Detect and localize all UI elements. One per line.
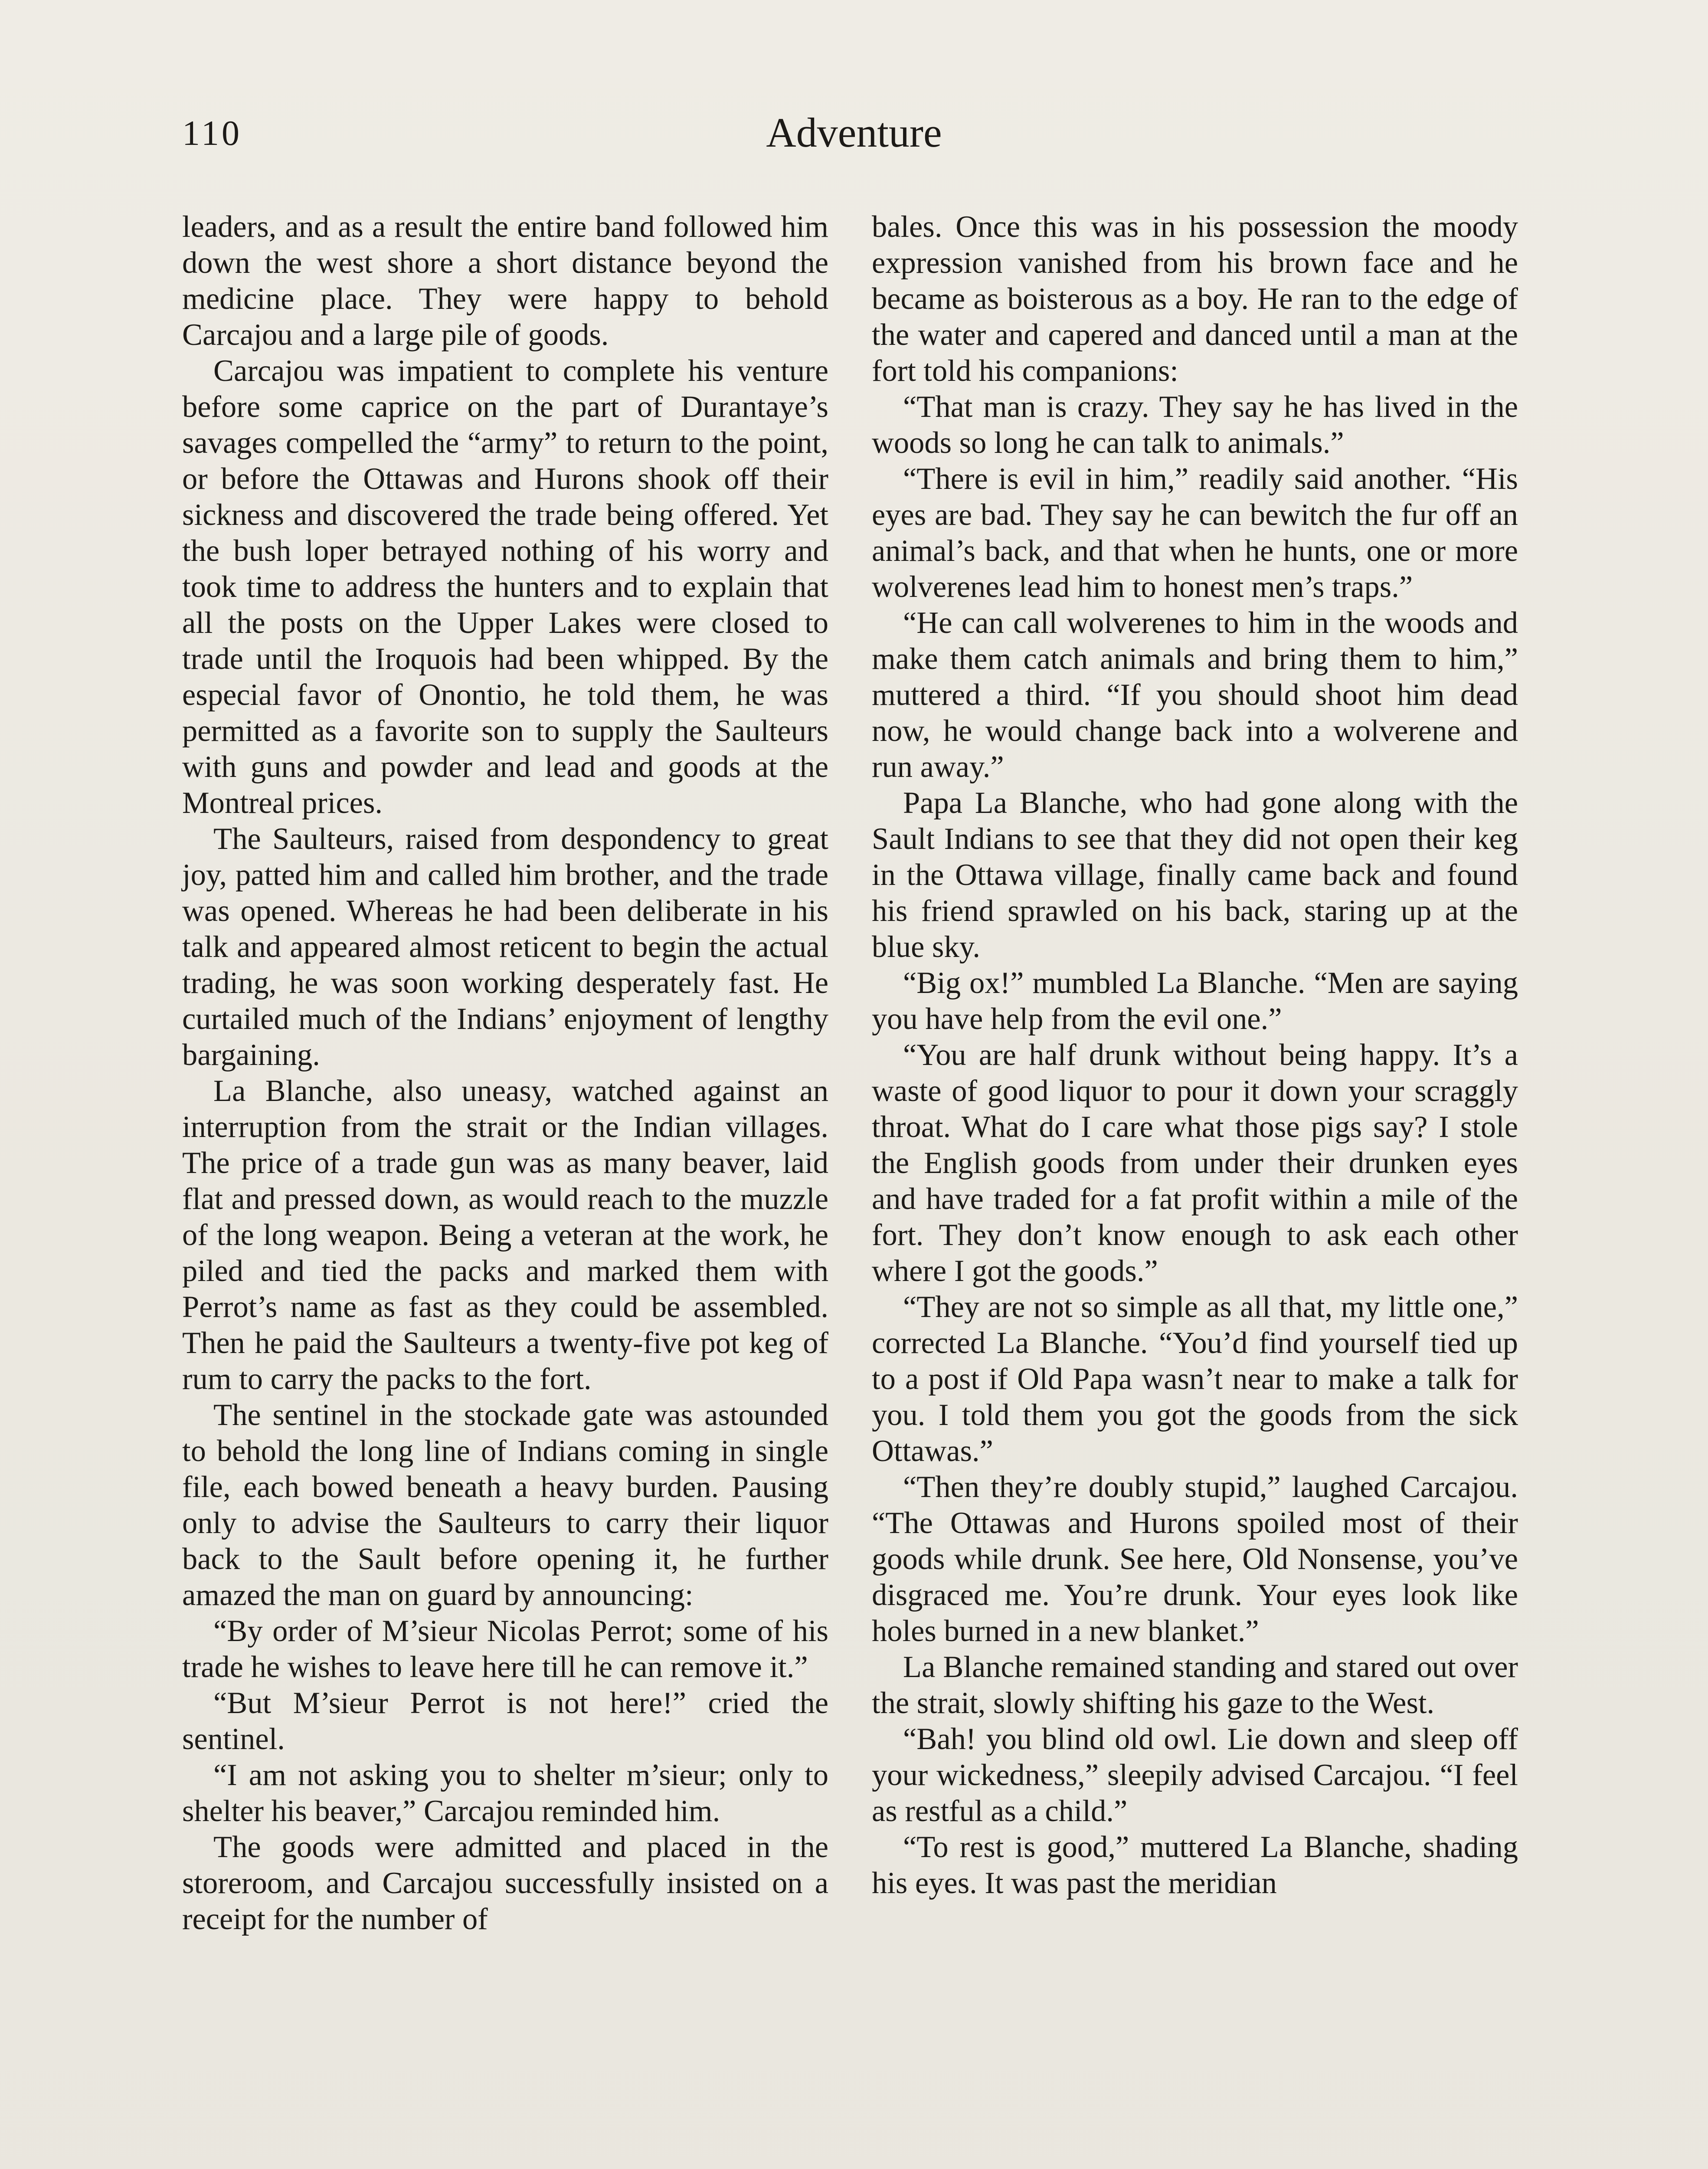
page-number: 110: [182, 113, 242, 153]
paragraph: “By order of M’sieur Nicolas Perrot; some of his trade he wishes to leave here till he can remove it.”: [182, 1614, 828, 1684]
journal-title: Adventure: [766, 109, 942, 156]
paragraph: “To rest is good,” muttered La Blanche, shading his eyes. It was past the meridian: [872, 1830, 1518, 1900]
paragraph: “I am not asking you to shelter m’sieur; only to shelter his beaver,” Carcajou reminded him.: [182, 1758, 828, 1828]
paragraph: “That man is crazy. They say he has lived in the woods so long he can talk to animals.”: [872, 390, 1518, 460]
paragraph: The Saulteurs, raised from despondency to great joy, patted him and called him brother, and the trade was opened. Whereas he had been deliberate in his talk and appeared almost reticent to begin the actual trading, he was soon working desperately fast. He curtailed much of the Indians’ enjoyment of lengthy bargaining.: [182, 822, 828, 1072]
right-text-column: [872, 209, 1518, 1901]
paragraph: “There is evil in him,” readily said another. “His eyes are bad. They say he can bewitch the fur off an animal’s back, and that when he hunts, one or more wolverenes lead him to honest men’s traps.”: [872, 462, 1518, 604]
paragraph: “He can call wolverenes to him in the woods and make them catch animals and bring them to him,” muttered a third. “If you should shoot him dead now, he would change back into a wolverene and run away.”: [872, 606, 1518, 784]
paragraph: “Big ox!” mumbled La Blanche. “Men are saying you have help from the evil one.”: [872, 966, 1518, 1036]
paragraph: La Blanche, also uneasy, watched against an interruption from the strait or the Indian villages. The price of a trade gun was as many beaver, laid flat and pressed down, as would reach to the muzzle of the long weapon. Being a veteran at the work, he piled and tied the packs and marked them with Perrot’s name as fast as they could be assembled. Then he paid the Saulteurs a twenty-five pot keg of rum to carry the packs to the fort.: [182, 1074, 828, 1396]
paragraph: Carcajou was impatient to complete his venture before some caprice on the part of Durantaye’s savages compelled the “army” to return to the point, or before the Ottawas and Hurons shook off their sickness and discovered the trade being offered. Yet the bush loper betrayed nothing of his worry and took time to address the hunters and to explain that all the posts on the Upper Lakes were closed to trade until the Iroquois had been whipped. By the especial favor of Onontio, he told them, he was permitted as a favorite son to supply the Saulteurs with guns and powder and lead and goods at the Montreal prices.: [182, 354, 828, 820]
paragraph: bales. Once this was in his possession the moody expression vanished from his brown face and he became as boisterous as a boy. He ran to the edge of the water and capered and danced until a man at the fort told his companions:: [872, 210, 1518, 388]
paragraph: The sentinel in the stockade gate was astounded to behold the long line of Indians coming in single file, each bowed beneath a heavy burden. Pausing only to advise the Saulteurs to carry their liquor back to the Sault before opening it, he further amazed the man on guard by announcing:: [182, 1398, 828, 1612]
paragraph: La Blanche remained standing and stared out over the strait, slowly shifting his gaze to the West.: [872, 1650, 1518, 1720]
paragraph: “But M’sieur Perrot is not here!” cried the sentinel.: [182, 1686, 828, 1756]
running-head: [182, 108, 1526, 161]
paragraph: “Then they’re doubly stupid,” laughed Carcajou. “The Ottawas and Hurons spoiled most of their goods while drunk. See here, Old Nonsense, you’ve disgraced me. You’re drunk. Your eyes look like holes burned in a new blanket.”: [872, 1470, 1518, 1648]
paragraph: Papa La Blanche, who had gone along with the Sault Indians to see that they did not open their keg in the Ottawa village, finally came back and found his friend sprawled on his back, staring up at the blue sky.: [872, 786, 1518, 964]
paragraph: leaders, and as a result the entire band followed him down the west shore a short distance beyond the medicine place. They were happy to behold Carcajou and a large pile of goods.: [182, 210, 828, 352]
paragraph: “They are not so simple as all that, my little one,” corrected La Blanche. “You’d find yourself tied up to a post if Old Papa wasn’t near to make a talk for you. I told them you got the goods from the sick Ottawas.”: [872, 1290, 1518, 1468]
left-text-column: [182, 209, 828, 1937]
paragraph: “Bah! you blind old owl. Lie down and sleep off your wickedness,” sleepily advised Carcajou. “I feel as restful as a child.”: [872, 1722, 1518, 1828]
paragraph: “You are half drunk without being happy. It’s a waste of good liquor to pour it down your scraggly throat. What do I care what those pigs say? I stole the English goods from under their drunken eyes and have traded for a fat profit within a mile of the fort. They don’t know enough to ask each other where I got the goods.”: [872, 1038, 1518, 1288]
paragraph: The goods were admitted and placed in the storeroom, and Carcajou successfully insisted on a receipt for the number of: [182, 1830, 828, 1936]
